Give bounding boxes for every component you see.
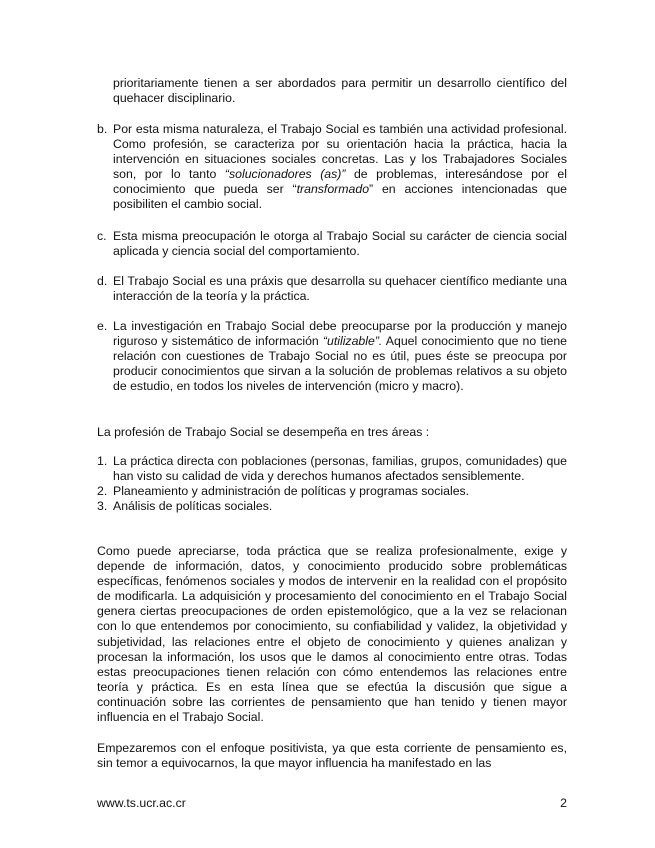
list-item-body	[113, 319, 567, 394]
body-paragraph: Como puede apreciarse, toda práctica que se realiza profesionalmente, exige y depende de información, datos, y conocimiento producido sobre problemáticas específicas, fenómenos sociales y modos de intervenir en la realidad con el propósito de modificarla. La adquisición y procesamiento del conocimiento en el Trabajo Social genera ciertas preocupaciones de orden epistemológico, que a la vez se relacionan con lo que entendemos por conocimiento, su confiabilidad y validez, la objetividad y subjetividad, las relaciones entre el objeto de conocimiento y quienes analizan y procesan la información, los usos que le damos al conocimiento entre otras. Todas estas preocupaciones tienen relación con cómo entendemos las relaciones entre teoría y práctica. Es en esta línea que se efectúa la discusión que sigue a continuación sobre las corrientes de pensamiento que han tenido y tienen mayor influencia en el Trabajo Social.	[97, 544, 567, 725]
list-item-c	[97, 229, 567, 259]
list-item-a-continuation	[113, 76, 567, 106]
emphasis-text: “solucionadores (as)”	[224, 167, 346, 182]
list-marker: 2.	[97, 484, 108, 499]
areas-intro: La profesión de Trabajo Social se desempeña en tres áreas :	[97, 425, 430, 439]
list-marker: e.	[97, 319, 108, 333]
continuation-text: prioritariamente tienen a ser abordados para permitir un desarrollo científico del quehacer disciplinario.	[113, 76, 567, 106]
page-number: 2	[560, 796, 567, 810]
emphasis-text: transformado	[296, 182, 370, 197]
text-run: La investigación en Trabajo Social debe preocuparse por la producción y manejo riguroso y sistemático de información	[113, 319, 567, 349]
area-text: Planeamiento y administración de políticas y programas sociales.	[113, 484, 470, 499]
text-run: Aquel conocimiento que no tiene relación con cuestiones de Trabajo Social no es útil, pues éste se preocupa por producir conocimientos que sirvan a la solución de problemas relativos a su objeto de estudio, en todos los niveles de intervención (micro y macro).	[113, 334, 568, 394]
text-run: Por esta misma naturaleza, el Trabajo Social es también una actividad profesional. Como profesión, se caracteriza por su orientación hacia la práctica, hacia la intervención en situaciones sociales concretas. Las y los Trabajadores Sociales son, por lo tanto	[113, 122, 567, 182]
list-marker: 1.	[97, 454, 108, 468]
body-paragraph: Empezaremos con el enfoque positivista, ya que esta corriente de pensamiento es, sin temor a equivocarnos, la que mayor influencia ha manifestado en las	[97, 741, 567, 771]
list-marker: 3.	[97, 499, 108, 514]
list-marker: b.	[97, 122, 108, 136]
list-item-e	[97, 319, 567, 394]
list-item-b	[97, 122, 567, 213]
area-text: Análisis de políticas sociales.	[113, 499, 273, 514]
areas-list	[97, 454, 567, 514]
list-marker: d.	[97, 274, 108, 288]
list-marker: c.	[97, 229, 107, 243]
list-item-body: El Trabajo Social es una práxis que desarrolla su quehacer científico mediante una interacción de la teoría y la práctica.	[113, 274, 567, 304]
text-run: de problemas, interesándose por el conocimiento que pueda ser “	[113, 167, 568, 197]
area-item	[97, 454, 567, 484]
list-item-body: Esta misma preocupación le otorga al Trabajo Social su carácter de ciencia social aplicada y ciencia social del comportamiento.	[113, 229, 567, 259]
area-text: La práctica directa con poblaciones (personas, familias, grupos, comunidades) que han visto su calidad de vida y derechos humanos afectados sensiblemente.	[113, 454, 567, 484]
emphasis-text: “utilizable”.	[322, 334, 383, 349]
area-item	[97, 484, 567, 499]
list-item-d	[97, 274, 567, 304]
footer-url: www.ts.ucr.ac.cr	[97, 796, 186, 810]
list-item-body	[113, 122, 567, 213]
text-run: ” en acciones intencionadas que posibiliten el cambio social.	[113, 182, 567, 212]
area-item	[97, 499, 567, 514]
